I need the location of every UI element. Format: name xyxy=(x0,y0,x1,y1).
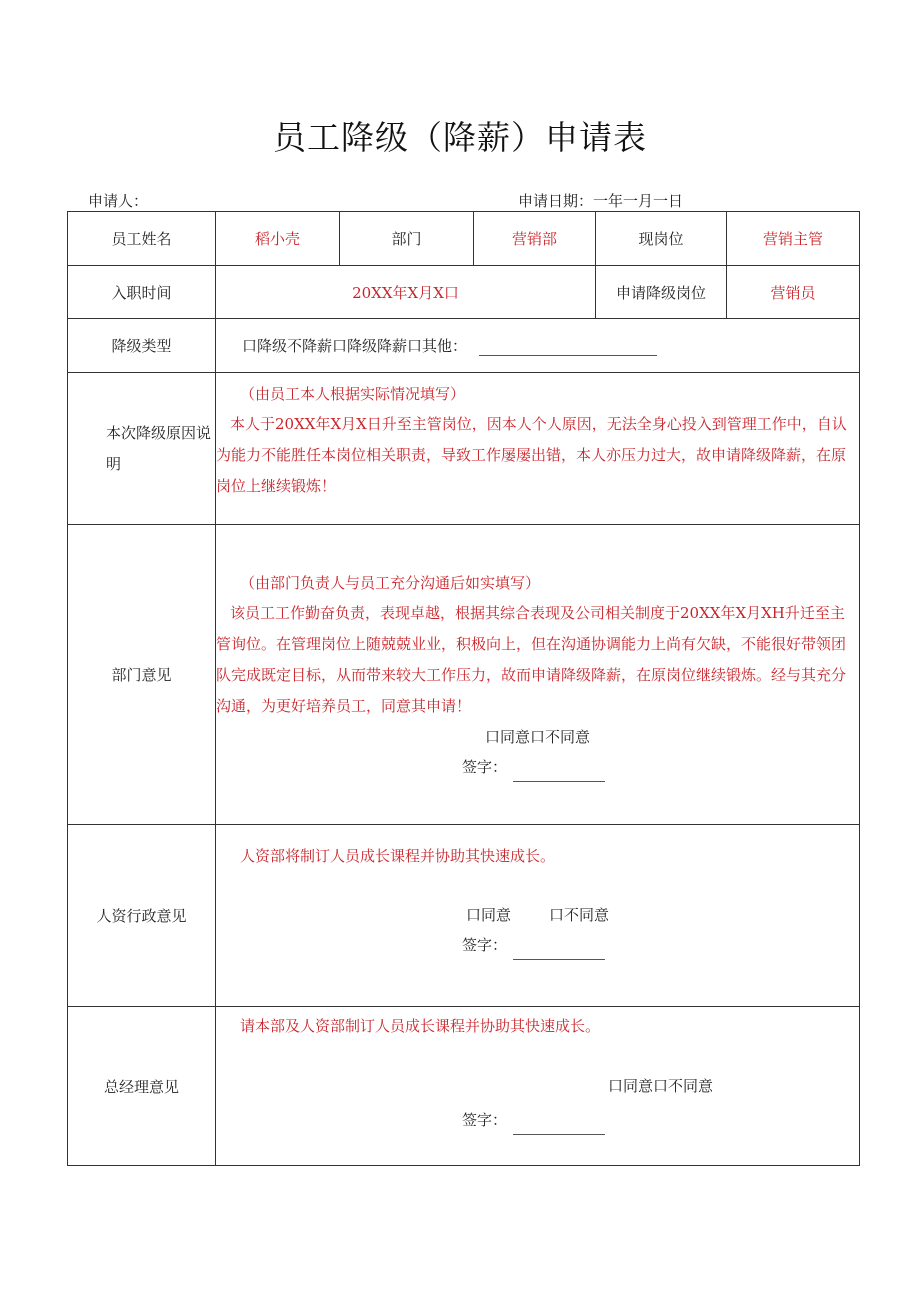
gm-signature-input[interactable] xyxy=(513,1120,605,1135)
dept-approval-checks[interactable]: 口同意口不同意 xyxy=(484,727,590,746)
reason-note: （由员工本人根据实际情况填写） xyxy=(240,385,466,403)
hr-disagree-checkbox[interactable]: 口不同意 xyxy=(549,906,610,924)
row-hire-date xyxy=(68,266,860,319)
gm-opinion-label: 总经理意见 xyxy=(68,1007,216,1166)
hr-approval-checks xyxy=(216,900,859,930)
hire-date-value[interactable]: 20XX年X月X口 xyxy=(216,266,596,319)
dept-opinion-cell xyxy=(216,525,860,825)
dept-signature-label: 签字： xyxy=(462,757,508,776)
demotion-type-label: 降级类型 xyxy=(68,319,216,373)
hr-signature-input[interactable] xyxy=(513,945,605,960)
demotion-type-options[interactable]: 口降级不降薪口降级降薪口其他： xyxy=(242,337,468,355)
target-position-value[interactable]: 营销员 xyxy=(727,266,860,319)
page-title: 员工降级（降薪）申请表 xyxy=(273,118,647,157)
gm-signature xyxy=(216,1105,859,1135)
reason-cell xyxy=(216,373,860,525)
employee-name-value[interactable]: 稻小壳 xyxy=(216,212,340,266)
row-reason xyxy=(68,373,860,525)
reason-text[interactable]: 本人于20XX年X月X日升至主管岗位，因本人个人原因，无法全身心投入到管理工作中，自认为能力不能胜任本岗位相关职责，导致工作屡屡出错，本人亦压力过大，故申请降级降薪，在原岗位上继续锻炼！ xyxy=(216,415,847,495)
apply-date: 申请日期：一年一月一日 xyxy=(518,192,684,210)
dept-text[interactable]: 该员工工作勤奋负责，表现卓越，根据其综合表现及公司相关制度于20XX年X月XH升迁至主管询位。在管理岗位上随兢兢业业，积极向上，但在沟通协调能力上尚有欠缺，不能很好带领团队完成既定目标，从而带来较大工作压力，故而申请降级降薪，在原岗位继续锻炼。经与其充分沟通，为更好培养员工，同意其申请！ xyxy=(216,603,847,715)
target-position-label: 申请降级岗位 xyxy=(596,266,727,319)
hr-agree-checkbox[interactable]: 口同意 xyxy=(465,906,511,924)
hr-opinion-label: 人资行政意见 xyxy=(68,825,216,1007)
row-hr-opinion xyxy=(68,825,860,1007)
dept-signature xyxy=(216,752,859,782)
application-form xyxy=(67,211,860,1166)
applicant-label: 申请人： xyxy=(88,192,149,210)
hr-text[interactable]: 人资部将制订人员成长课程并协助其快速成长。 xyxy=(240,847,556,865)
row-gm-opinion xyxy=(68,1007,860,1166)
current-position-value[interactable]: 营销主管 xyxy=(727,212,860,266)
reason-label: 本次降级原因说明 xyxy=(68,373,216,525)
demotion-type-cell xyxy=(216,319,860,373)
department-value[interactable]: 营销部 xyxy=(474,212,596,266)
dept-signature-input[interactable] xyxy=(513,767,605,782)
gm-approval-checks[interactable]: 口同意口不同意 xyxy=(608,1077,714,1095)
hire-date-label: 入职时间 xyxy=(68,266,216,319)
hr-signature-label: 签字： xyxy=(462,936,508,954)
department-label: 部门 xyxy=(340,212,474,266)
current-position-label: 现岗位 xyxy=(596,212,727,266)
dept-opinion-label: 部门意见 xyxy=(68,525,216,825)
employee-name-label: 员工姓名 xyxy=(68,212,216,266)
row-basic-info xyxy=(68,212,860,266)
dept-note: （由部门负责人与员工充分沟通后如实填写） xyxy=(240,573,541,592)
other-type-input[interactable] xyxy=(479,341,657,356)
gm-opinion-cell xyxy=(216,1007,860,1166)
gm-text[interactable]: 请本部及人资部制订人员成长课程并协助其快速成长。 xyxy=(240,1017,601,1035)
gm-signature-label: 签字： xyxy=(462,1111,508,1129)
row-dept-opinion xyxy=(68,525,860,825)
hr-signature xyxy=(216,930,859,960)
hr-opinion-cell xyxy=(216,825,860,1007)
row-demotion-type xyxy=(68,319,860,373)
